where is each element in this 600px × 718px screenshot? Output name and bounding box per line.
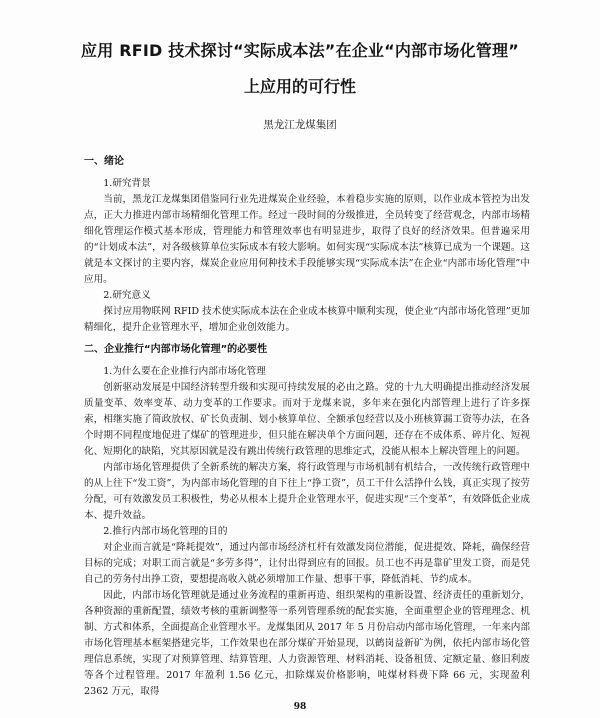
section-2-1-paragraph-2: 内部市场化管理提供了全新系统的解决方案，将行政管理与市场机制有机结合，一改传统行政管理中的从上往下“发工资”，为内部市场化管理的自下往上“挣工资”，员工干什么活挣什么钱，真正实现了按劳分配，可有效激发员工积极性，势必从根本上提升企业管理水平，促进实现“三个变革”，有效降低企业成本、提升效益。 [84, 462, 530, 521]
section-2-2-paragraph-2: 因此，内部市场化管理就是通过业务流程的重新再造、组织架构的重新设置、经济责任的重新划分，各种资源的重新配置，绩效考核的重新调整等一系列管理系统的配套实施，全面重塑企业的管理理念、机制、方式和体系，全面提高企业管理水平。龙煤集团从 2017 年 5 月份启动内部市场化管理，一年来内部市场化管理基本框架搭建完毕，工作效果也在部分煤矿开始显现，以鹤岗益新矿为例，依托内部市场化管理信息系统，实现了对预算管理、结算管理、人力资源管理、材料消耗、设备租赁、定额定量、修旧利废等各个过程管理。2017 年盈利 1.56 亿元，扣除煤炭价格影响，吨煤材料费下降 66 元，实现盈利 2362 万元，取得 [84, 590, 530, 697]
section-2-heading: 二、企业推行“内部市场化管理”的必要性 [84, 344, 268, 355]
article-body [84, 150, 530, 700]
section-1-2-paragraph: 探讨应用物联网 RFID 技术使实际成本法在企业成本核算中顺利实现，使企业“内部市场化管理”更加精细化，提升企业管理水平，增加企业创效能力。 [84, 306, 530, 333]
section-1-1-paragraph: 当前，黑龙江龙煤集团借鉴同行业先进煤炭企业经验，本着稳步实施的原则，以作业成本管控为出发点，正大力推进内部市场精细化管理工作。经过一段时间的分级推进，全员转变了经营观念，内部市场精细化管理运作模式基本形成，管理能力和管理效率也有明显进步，取得了良好的经济效果。但普遍采用的“计划成本法”，对各级核算单位实际成本有较大影响。如何实现“实际成本法”核算已成为一个课题。这就是本文探讨的主要内容，煤炭企业应用何种技术手段能够实现“实际成本法”在企业“内部市场化管理”中应用。 [84, 194, 530, 285]
section-1-2-heading: 2.研究意义 [103, 290, 151, 301]
section-2-1-paragraph-1: 创新驱动发展是中国经济转型升级和实现可持续发展的必由之路。党的十九大明确提出推动经济发展质量变革、效率变革、动力变革的工作要求。而对于龙煤来说，多年来在强化内部管理上进行了许多探索，相继实施了简政放权、矿长负责制、划小核算单位、全额承包经营以及小班核算漏工资等办法，在各个时期不同程度地促进了煤矿的管理进步，但只能在解决单个方面问题，还存在不成体系、碎片化、短视化、短期化的缺陷，究其原因就是没有跳出传统行政管理的思维定式，没能从根本上解决管理上的问题。 [84, 382, 530, 457]
section-1-1-heading: 1.研究背景 [103, 178, 151, 189]
author-affiliation: 黑龙江龙煤集团 [263, 119, 337, 131]
section-2-2-heading: 2.推行内部市场化管理的目的 [103, 526, 228, 537]
paper-title-line-2: 上应用的可行性 [243, 77, 356, 96]
paper-title-line-1: 应用 RFID 技术探讨“实际成本法”在企业“内部市场化管理” [81, 41, 519, 60]
section-1-heading: 一、绪论 [84, 156, 124, 167]
page-number: 98 [293, 702, 307, 712]
section-2-1-heading: 1.为什么要在企业推行内部市场化管理 [103, 366, 266, 377]
section-2-2-paragraph-1: 对企业而言就是“降耗提效”，通过内部市场经济杠杆有效激发岗位潜能，促进提效、降耗，确保经营目标的完成；对职工而言就是“多劳多得”，让付出得到应有的回报。员工也不再是靠矿里发工资，而是凭自己的劳务付出挣工资，要想提高收入就必须增加工作量、想事干事，降低消耗、节约成本。 [84, 542, 530, 585]
